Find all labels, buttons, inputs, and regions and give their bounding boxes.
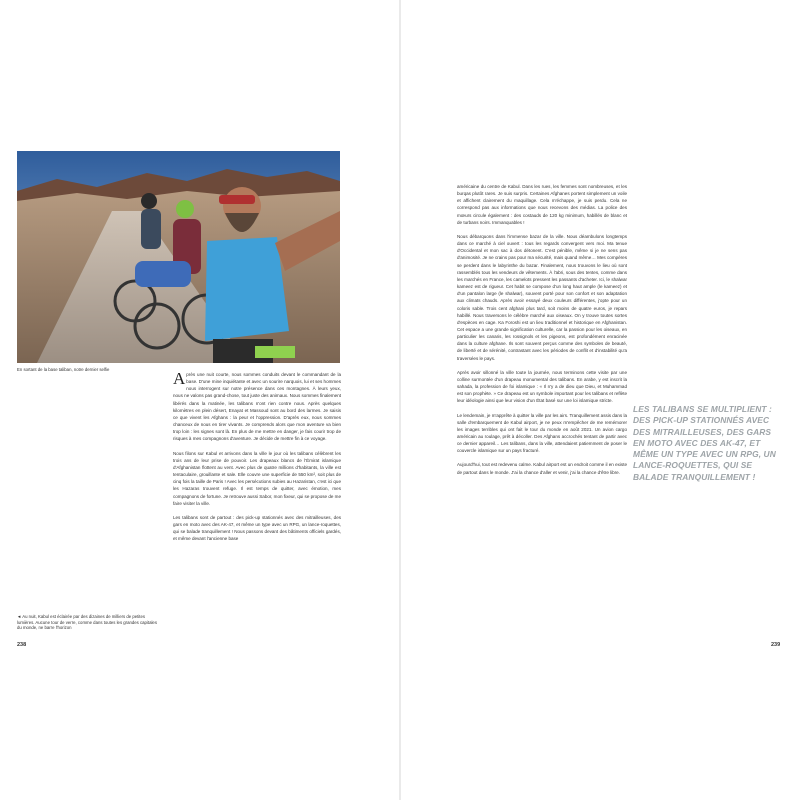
paragraph: américaine du centre de Kabul. Dans les rues, les femmes sont nombreuses, et les burqas plutôt rares. Je suis surpris. Certaines Afghanes portent simplement un voile et affichent clairement du maquillage. Cela m'échappe, je suis perdu. Cela ne correspond pas aux informations que nous recevons des médias. La police des mœurs circule également : des costauds de 120 kg minimum, habillés de blanc et de turbans noirs. Immanquables ! bbox=[457, 184, 627, 225]
photo-caption: En sortant de la base taliban, notre dernier selfie bbox=[17, 367, 110, 372]
page-number-left: 238 bbox=[17, 642, 27, 648]
paragraph: Nous débarquons dans l'immense bazar de la ville. Nous déambulons longtemps dans ce marché à ciel ouvert : tous les regards convergent vers moi. Ma tenue d'Occidental et mon sac à dos détonent. C'est pénible, même si je ne sens pas d'animosité. Je ne crains pas pour ma sécurité, mais quand même… Mes compères se perdent dans le labyrinthe du bazar. Finalement, nous trouvons le lieu où sont rassemblés tous les vendeurs de vêtements. À l'abri, sous des tentes, comme dans les marchés en France, les camelots pressent les passants d'acheter. Ici, le shalwar kameez est de rigueur. Cet habit se compose d'un long haut ample (le kameez) et d'un pantalon large (le shalwar), souvent porté pour son confort et son adaptation aux climats chauds. Après avoir essayé deux couleurs différentes, j'opte pour un coloris sable. Trois cent afghani plus tard, soit moins de quatre euros, je repars habillé. Nous traversons le célèbre marché aux oiseaux. On y trouve toutes sortes d'espèces en cage. Ka Foroshi est un lieu traditionnel et historique en Afghanistan. Cet espace a une grande signification culturelle, car la passion pour les oiseaux, en particulier les canaris, les rossignols et les pigeons, est profondément enracinée dans la culture afghane. Ils sont souvent perçus comme des symboles de beauté, de liberté et de sérénité, contrastant avec les périodes de conflit et d'instabilité qu'a traversées le pays. bbox=[457, 233, 627, 361]
left-arrow-icon: ◄ bbox=[17, 614, 22, 619]
right-text-column bbox=[457, 183, 627, 483]
page-number-right: 239 bbox=[771, 642, 781, 648]
page-gutter bbox=[399, 0, 401, 800]
paragraph bbox=[173, 371, 341, 443]
paragraph: Nous filons sur Kabul et arrivons dans la ville le jour où les talibans célèbrent les trois ans de leur prise de pouvoir. Les drapeaux blancs de l'Émirat islamique d'Afghanistan flottent au vent. Avec plus de quatre millions d'habitants, la ville est tentaculaire, grouillante et sale. Elle couvre une superficie de 550 km², soit plus de cinq fois la taille de Paris ! Avec les persécutions subies au Hazaristan, c'est ici que les Hazaras trouvent refuge. Il est temps de quitter, avec émotion, mes compagnons de fortune. Je retrouve aussi Sabor, mon fixeur, qui se propose de me faire visiter la ville. bbox=[173, 450, 341, 506]
paragraph: Après avoir sillonné la ville toute la journée, nous terminons cette visite par une colline surmontée d'un drapeau monumental des talibans. En arabe, y est inscrit la sahada, la profession de foi islamique : « Il n'y a de dieu que Dieu, et Muhammad est son prophète. » Ce drapeau est un symbole important pour les talibans et reflète leur idéologie ainsi que leur vision d'un État basé sur une loi islamique stricte. bbox=[457, 369, 627, 404]
pull-quote: LES TALIBANS SE MULTIPLIENT : DES PICK-UP STATIONNÉS AVEC DES MITRAILLEUSES, DES GARS EN MOTO AVEC DES AK-47, ET MÊME UN TYPE AVEC UN RPG, UN LANCE-ROQUETTES, QUI SE BALADE TRANQUILLEMENT ! bbox=[633, 404, 776, 482]
side-caption bbox=[17, 614, 157, 631]
paragraph-text: près une nuit courte, nous sommes conduits devant le commandant de la base. D'une mine inquiétante et avec un sourire narquois, lui et ses hommes nous interrogent sur notre présence dans ces montagnes. À leurs yeux, nous ne valons pas grand-chose, tout juste des animaux. Nous sommes finalement libérés dans la matinée, les talibans n'ont rien contre nous. Après quelques kilomètres en plein désert, Enayat et Massoud sont au bord des larmes. Je saisis ce que vivent les Afghans : la peur et l'oppression. D'après eux, nous sommes chanceux de nous en tirer vivants. Je comprends alors que mon aventure va bien trop loin : les signes sont là. En plus de me mettre en danger, je fais courir trop de risques à mes compagnons d'aventure. Je décide de mettre fin à ce voyage. bbox=[173, 372, 341, 442]
paragraph: Le lendemain, je m'apprête à quitter la ville par les airs. Tranquillement assis dans la salle d'embarquement de Kabul airport, je ne peux m'empêcher de me remémorer les images terribles qui ont fait le tour du monde en août 2021. Un avion cargo américain au roulage, prêt à décoller. Des Afghans accrochés tentant de partir avec ce dernier appareil… Les talibans, dans la ville, attendaient patiemment de poser le couvercle islamique sur un pays fracturé. bbox=[457, 412, 627, 454]
side-caption-text: Au nuit, Kabul est éclairée par des dizaines de milliers de petites lumières. Aucune tour de verre, comme dans toutes les grandes capitales du monde, ne barre l'horizon bbox=[17, 614, 157, 631]
left-text-column bbox=[173, 371, 341, 549]
paragraph: Aujourd'hui, tout est redevenu calme. Kabul airport est un endroit comme il en existe de partout dans le monde. J'ai la chance d'aller et venir, j'ai la chance d'être libre. bbox=[457, 462, 627, 475]
paragraph: Les talibans sont de partout : des pick-up stationnés avec des mitrailleuses, des gars en moto avec des AK-47, et même un type avec un RPG, un lance-roquettes, qui se balade tranquillement ! Nous passons devant des bâtiments officiels gardés, et même devant l'ancienne base bbox=[173, 514, 341, 542]
selfie-photo bbox=[17, 151, 340, 363]
drop-cap: A bbox=[173, 369, 186, 388]
